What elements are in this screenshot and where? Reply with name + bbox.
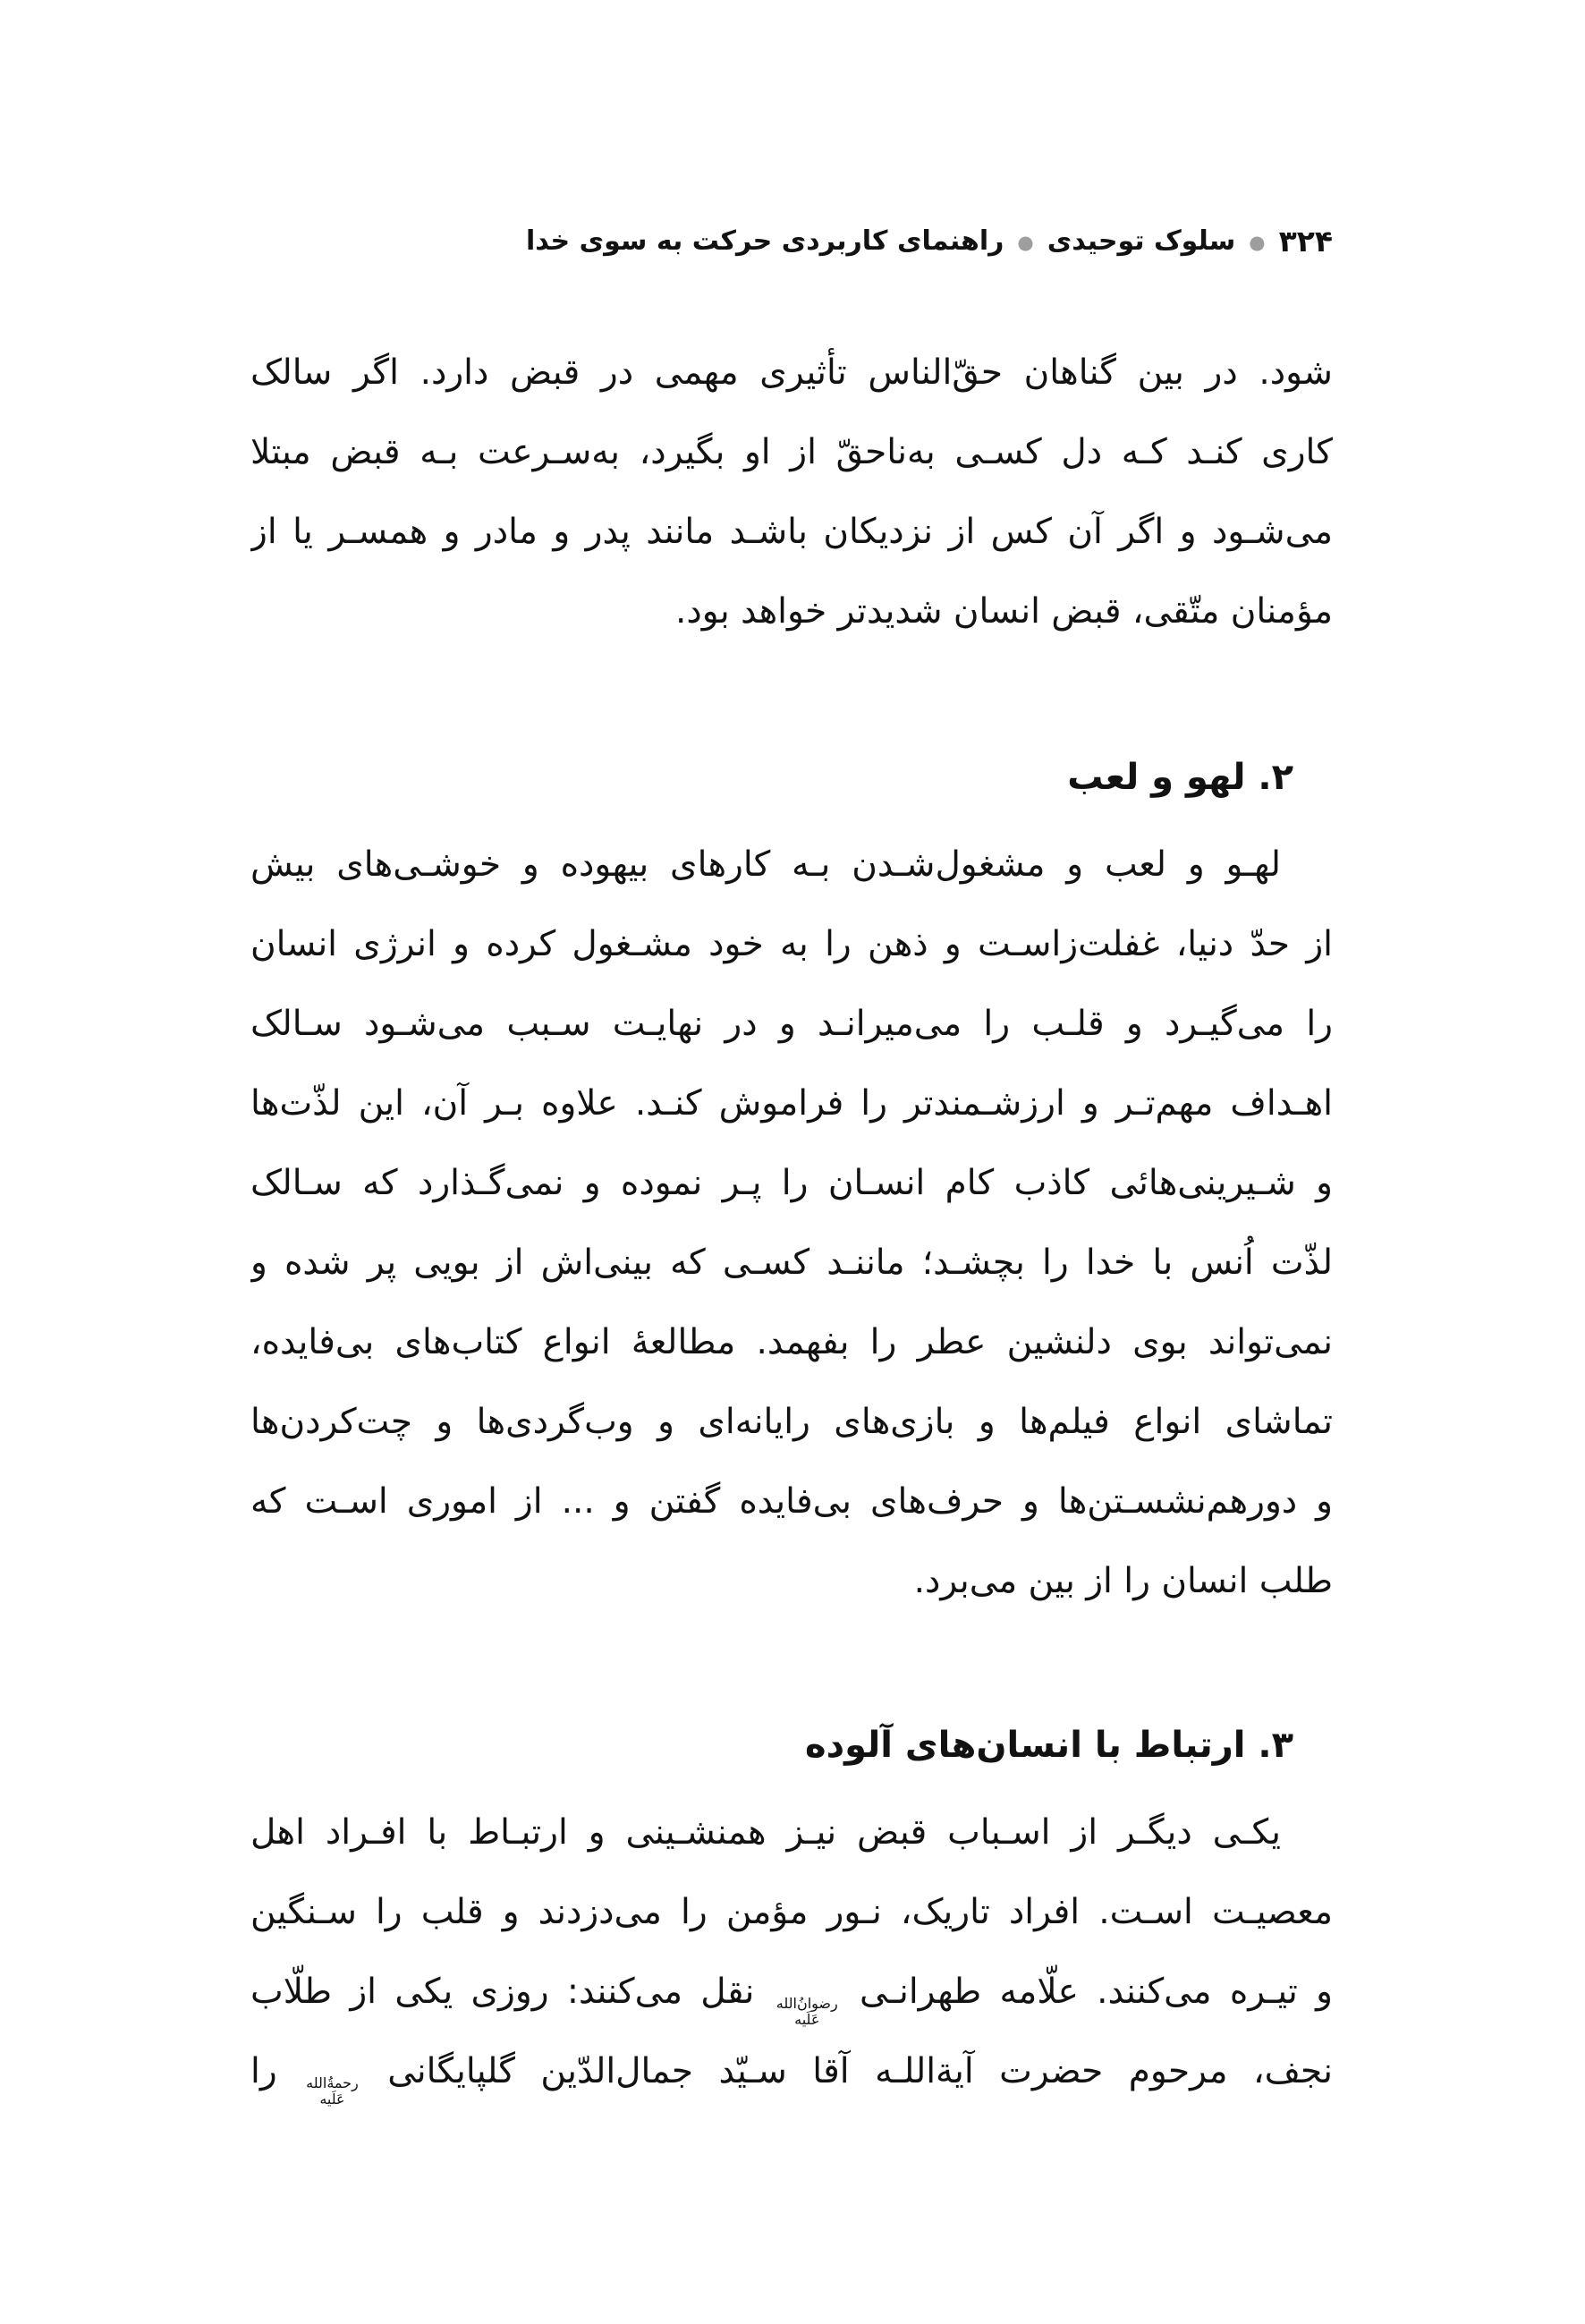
- text-line: را می‌گیـرد و قلـب را می‌میرانـد و در نهایـت سـبب می‌شـود سـالک: [250, 1004, 1333, 1044]
- running-header: [526, 224, 1333, 259]
- text-segment: نقل می‌کنند: روزی یکی از طلّاب: [250, 1972, 755, 2012]
- book-subtitle: راهنمای کاربردی حرکت به سوی خدا: [525, 225, 1004, 257]
- honorific-rahmatullah-icon: [302, 2075, 362, 2108]
- paragraph-lahv-laab: [250, 825, 1333, 1621]
- text-segment: را: [250, 2051, 277, 2091]
- page-number: ۳۲۴: [1278, 224, 1333, 259]
- honorific-top: رحمةُ‌الله: [306, 2074, 359, 2091]
- text-line: مؤمنان متّقی، قبض انسان شدیدتر خواهد بود.: [674, 591, 1333, 632]
- honorific-bottom: عَلَیه: [794, 2011, 820, 2029]
- text-line: از حدّ دنیا، غفلت‌زاسـت و ذهن را به خود مشـغول کرده و انرژی انسان: [250, 924, 1333, 964]
- section-heading-2: ۲. لهو و لعب: [1067, 757, 1293, 798]
- text-line: یکـی دیگـر از اسـباب قبض نیـز همنشـینی و ارتبـاط با افـراد اهل: [250, 1812, 1281, 1853]
- text-line: لذّت اُنس با خدا را بچشـد؛ ماننـد کسـی که بینی‌اش از بویی پر شده و: [250, 1243, 1333, 1283]
- bullet-icon: ●: [1017, 232, 1034, 254]
- text-line: [250, 1952, 1333, 2031]
- paragraph-continuation: [250, 333, 1333, 651]
- text-line: کاری کنـد کـه دل کسـی به‌ناحقّ از او بگیرد، به‌سـرعت بـه قبض مبتلا: [250, 432, 1333, 472]
- honorific-bottom: عَلَیه: [319, 2091, 345, 2108]
- text-segment: نجف، مرحوم حضرت آیة‌اللـه آقا سـیّد جمال‌الدّین گلپایگانی: [387, 2051, 1333, 2091]
- text-line: طلب انسان را از بین می‌برد.: [913, 1561, 1333, 1601]
- text-line: و شـیرینی‌هائی کاذب کام انسـان را پـر نموده و نمی‌گـذارد که سـالک: [250, 1163, 1333, 1203]
- text-line: می‌شـود و اگر آن کس از نزدیکان باشـد مانند پدر و مادر و همسـر یا از: [250, 512, 1333, 552]
- honorific-top: رضوانُ‌الله: [776, 1995, 838, 2012]
- text-line: [250, 2031, 1333, 2111]
- text-line: اهـداف مهم‌تـر و ارزشـمندتر را فراموش کنـد. علاوه بـر آن، این لذّت‌ها: [250, 1083, 1333, 1124]
- text-line: شود. در بین گناهان حقّ‌الناس تأثیری مهمی در قبض دارد. اگر سالک: [250, 352, 1333, 393]
- text-line: تماشای انواع فیلم‌ها و بازی‌های رایانه‌ای و وب‌گردی‌ها و چت‌کردن‌ها: [250, 1402, 1333, 1442]
- text-column: [250, 333, 1333, 2111]
- bullet-icon: ●: [1249, 232, 1266, 254]
- text-line: و دورهم‌نشسـتن‌ها و حرف‌های بی‌فایده گفتن و ... از اموری اسـت که: [250, 1481, 1333, 1522]
- text-line: معصیـت اسـت. افراد تاریک، نـور مؤمن را می‌دزدند و قلب را سـنگین: [250, 1892, 1333, 1932]
- text-segment: و تیـره می‌کنند. علّامه طهرانـی: [860, 1972, 1333, 2012]
- text-line: لهـو و لعب و مشغول‌شـدن بـه کارهای بیهوده و خوشـی‌های بیش: [250, 844, 1281, 885]
- book-title: سلوک توحیدی: [1047, 225, 1236, 257]
- paragraph-contact-impure: [250, 1793, 1333, 2111]
- section-heading-3: ۳. ارتباط با انسان‌های آلوده: [805, 1725, 1293, 1766]
- text-line: نمی‌تواند بوی دلنشین عطر را بفهمد. مطالعهٔ انواع کتاب‌های بی‌فایده،: [250, 1322, 1333, 1362]
- honorific-ridwanullah-icon: [773, 1996, 842, 2029]
